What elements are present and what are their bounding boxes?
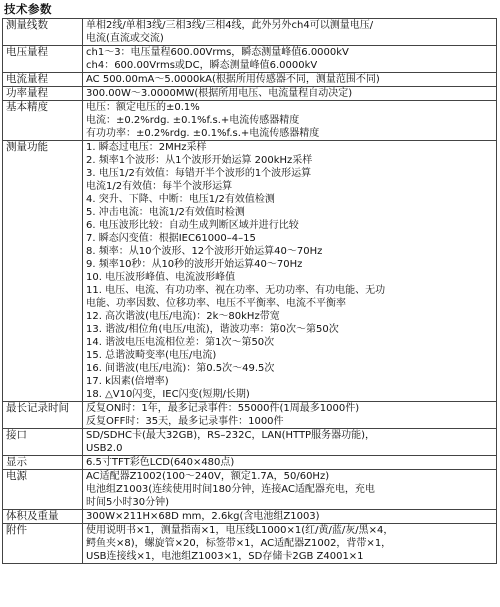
spec-value-line: 17. k因素(倍增率) (86, 376, 169, 387)
spec-label: 体积及重量 (3, 510, 83, 524)
spec-label: 电压量程 (3, 46, 83, 73)
spec-value (83, 524, 497, 564)
spec-row (3, 524, 497, 564)
spec-label: 功率量程 (3, 87, 83, 101)
spec-label: 最长记录时间 (3, 402, 83, 429)
spec-label: 电流量程 (3, 73, 83, 87)
spec-value-line: USB2.0 (86, 443, 123, 454)
spec-value-line: 4. 突升、下降、中断：电压1/2有效值检测 (86, 194, 275, 205)
spec-value (83, 19, 497, 46)
spec-value-line: 单相2线/单相3线/三相3线/三相4线，此外另外ch4可以测量电压/ (86, 20, 374, 31)
spec-value-line: 电流：±0.2%rdg. ±0.1%f.s.+电流传感器精度 (86, 115, 300, 126)
spec-value-line: 10. 电压波形峰值、电流波形峰值 (86, 272, 236, 283)
spec-value (83, 46, 497, 73)
spec-value-line: 3. 电压1/2有效值：每错开半个波形的1个波形运算 (86, 168, 312, 179)
spec-value-line: 5. 冲击电流：电流1/2有效值时检测 (86, 207, 245, 218)
spec-value (83, 429, 497, 456)
spec-value-line: 1. 瞬态过电压：2MHz采样 (86, 142, 207, 153)
spec-row (3, 429, 497, 456)
spec-row (3, 101, 497, 141)
spec-value-line: AC适配器Z1002(100～240V，额定1.7A，50/60Hz) (86, 471, 330, 482)
spec-value-line: 9. 频率10秒：从10秒的波形开始运算40～70Hz (86, 259, 303, 270)
spec-value (83, 402, 497, 429)
spec-value-line: 使用说明书×1，测量指南×1，电压线L1000×1(红/黄/蓝/灰/黑×4， (86, 525, 394, 536)
spec-row (3, 46, 497, 73)
spec-value (83, 470, 497, 510)
spec-value-line: 电流1/2有效值：每半个波形运算 (86, 181, 233, 192)
spec-value-line: 12. 高次谐波(电压/电流)：2k～80kHz带宽 (86, 311, 280, 322)
spec-value-line: 14. 谐波电压电流相位差：第1次～第50次 (86, 337, 275, 348)
spec-value (83, 101, 497, 141)
spec-row (3, 87, 497, 101)
spec-value-line: 300W×211H×68D mm，2.6kg(含电池组Z1003) (86, 511, 320, 522)
spec-value-line: 反复OFF时：35天，最多记录事件：1000件 (86, 416, 284, 427)
spec-label: 测量线数 (3, 19, 83, 46)
spec-row (3, 470, 497, 510)
spec-table (2, 18, 497, 564)
spec-label: 基本精度 (3, 101, 83, 141)
spec-value-line: 反复ON时：1年，最多记录事件：55000件(1周最多1000件) (86, 403, 360, 414)
spec-label: 电源 (3, 470, 83, 510)
spec-value-line: 7. 瞬态闪变值：根据IEC61000–4–15 (86, 233, 256, 244)
spec-value-line: 8. 频率：从10个波形、12个波形开始运算40～70Hz (86, 246, 323, 257)
spec-value (83, 141, 497, 402)
spec-label: 测量功能 (3, 141, 83, 402)
spec-row (3, 510, 497, 524)
spec-value-line: ch1～3：电压量程600.00Vrms，瞬态测量峰值6.0000kV (86, 47, 349, 58)
spec-value (83, 73, 497, 87)
spec-value-line: 6.5寸TFT彩色LCD(640×480点) (86, 457, 235, 468)
spec-value-line: 电压：额定电压的±0.1% (86, 102, 200, 113)
spec-value-line: 300.00W～3.0000MW(根据所用电压、电流量程自动决定) (86, 88, 353, 99)
spec-value-line: 16. 间谐波(电压/电流)：第0.5次～49.5次 (86, 363, 275, 374)
section-title: 技术参数 (4, 2, 52, 16)
spec-value-line: USB连接线×1，电池组Z1003×1，SD存储卡2GB Z4001×1 (86, 551, 364, 562)
spec-row (3, 402, 497, 429)
spec-value-line: 鳄鱼夹×8)，螺旋管×20，标签带×1，AC适配器Z1002，背带×1， (86, 538, 392, 549)
spec-value-line: ch4：600.00Vrms或DC，瞬态测量峰值6.0000kV (86, 60, 318, 71)
spec-label: 显示 (3, 456, 83, 470)
spec-value-line: 时间5小时30分钟) (86, 497, 169, 508)
spec-value-line: 15. 总谐波畸变率(电压/电流) (86, 350, 217, 361)
spec-value-line: 11. 电压、电流、有功功率、视在功率、无功功率、有功电能、无功 (86, 285, 386, 296)
spec-value-line: 电能、功率因数、位移功率、电压不平衡率、电流不平衡率 (86, 298, 346, 309)
spec-value-line: 电池组Z1003(连续使用时间180分钟，连接AC适配器充电，充电 (86, 484, 375, 495)
spec-value (83, 510, 497, 524)
spec-value-line: 6. 电压波形比较：自动生成判断区域并进行比较 (86, 220, 299, 231)
spec-value (83, 87, 497, 101)
spec-value-line: AC 500.00mA～5.0000kA(根据所用传感器不同，测量范围不同) (86, 74, 380, 85)
spec-value-line: 2. 频率1个波形：从1个波形开始运算 200kHz采样 (86, 155, 313, 166)
spec-row (3, 19, 497, 46)
spec-label: 附件 (3, 524, 83, 564)
spec-row (3, 456, 497, 470)
spec-value (83, 456, 497, 470)
spec-value-line: 13. 谐波/相位角(电压/电流)，谐波功率：第0次～第50次 (86, 324, 339, 335)
spec-label: 接口 (3, 429, 83, 456)
spec-value-line: 有功功率：±0.2%rdg. ±0.1%f.s.+电流传感器精度 (86, 128, 320, 139)
spec-row (3, 141, 497, 402)
spec-value-line: SD/SDHC卡(最大32GB)，RS–232C，LAN(HTTP服务器功能)， (86, 430, 375, 441)
spec-value-line: 18. △V10闪变，IEC闪变(短期/长期) (86, 389, 250, 400)
spec-value-line: 电流(直流或交流) (86, 33, 164, 44)
spec-row (3, 73, 497, 87)
